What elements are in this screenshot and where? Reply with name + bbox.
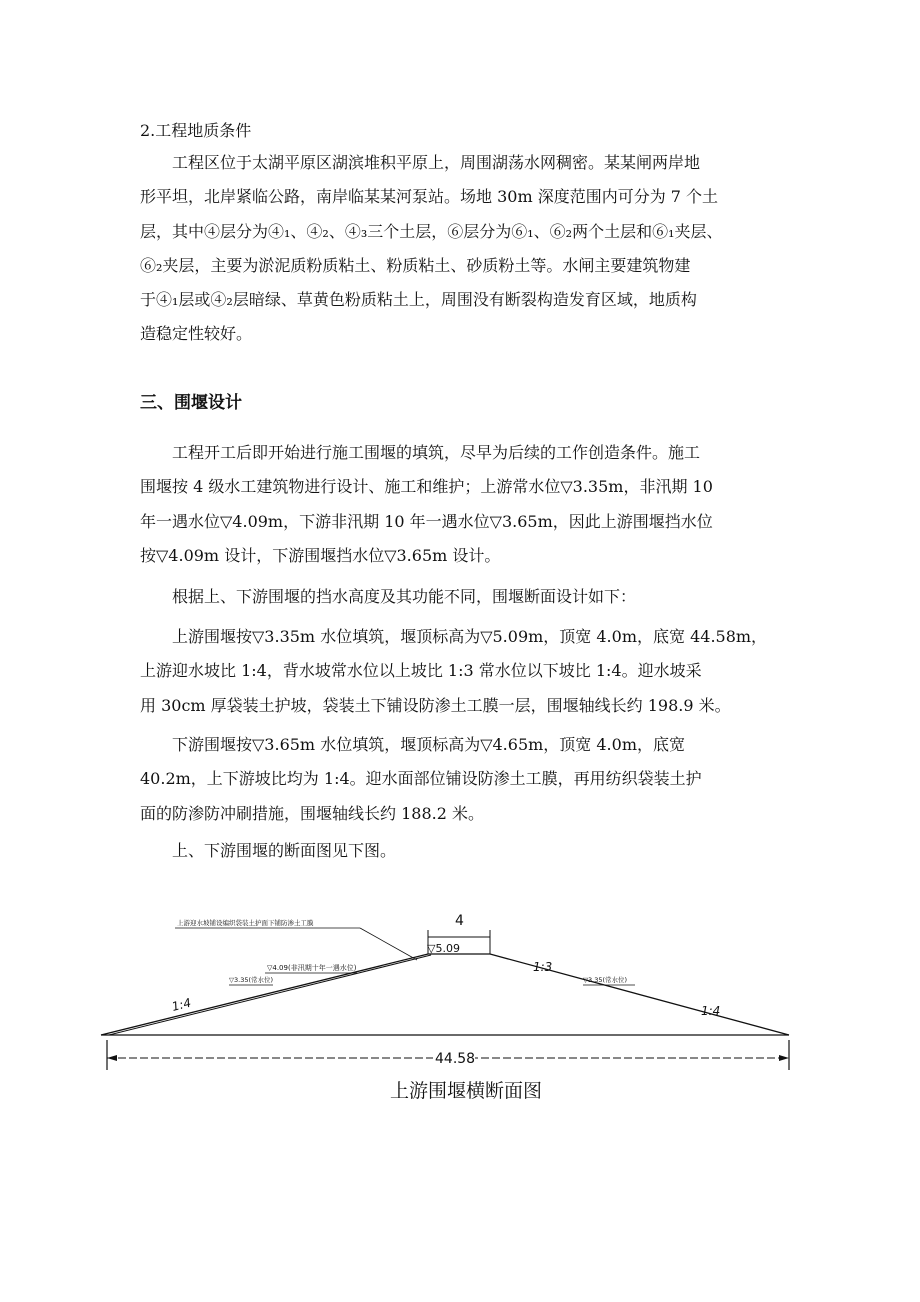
normal-level-right-label: ▽3.35(常水位)	[583, 976, 628, 984]
geology-line-6: 造稳定性较好。	[140, 324, 253, 344]
intro-line-2: 围堰按 4 级水工建筑物进行设计、施工和维护；上游常水位▽3.35m，非汛期 10	[140, 477, 713, 497]
geology-paragraph	[140, 146, 790, 352]
slope-left-label: 1:4	[170, 995, 193, 1014]
paragraph-figure-ref	[140, 834, 790, 868]
base-width-label: 44.58	[435, 1051, 476, 1067]
geology-heading: 2.工程地质条件	[140, 121, 252, 140]
base-dim-arrow-right	[779, 1055, 789, 1061]
upstream-line-3: 用 30cm 厚袋装土护坡，袋装土下铺设防渗土工膜一层，围堰轴线长约 198.9 米。	[140, 695, 731, 715]
slope-right-upper-label: 1:3	[533, 960, 553, 974]
geology-line-2: 形平坦，北岸紧临公路，南岸临某某河泵站。场地 30m 深度范围内可分为 7 个土	[140, 187, 719, 207]
upstream-line-1: 上游围堰按▽3.35m 水位填筑，堰顶标高为▽5.09m，顶宽 4.0m，底宽 44.58m，	[172, 627, 768, 646]
normal-level-left-label: ▽3.35(常水位)	[229, 976, 274, 984]
intro-line-4: 按▽4.09m 设计，下游围堰挡水位▽3.65m 设计。	[140, 545, 501, 565]
figure-ref-line: 上、下游围堰的断面图见下图。	[172, 841, 397, 860]
crest-elev-label: ▽5.09	[427, 942, 460, 955]
note-text: 上游迎水坡铺设编织袋装土护面下铺防渗土工膜	[177, 919, 314, 927]
upstream-line-2: 上游迎水坡比 1:4，背水坡常水位以上坡比 1:3 常水位以下坡比 1:4。迎水坡采	[140, 661, 702, 681]
geology-line-4: ⑥₂夹层，主要为淤泥质粉质粘土、粉质粘土、砂质粉土等。水闸主要建筑物建	[140, 255, 691, 275]
base-dim-arrow-left	[107, 1055, 117, 1061]
section-title: 三、围堰设计	[140, 393, 242, 413]
geology-line-3: 层，其中④层分为④₁、④₂、④₃三个土层，⑥层分为⑥₁、⑥₂两个土层和⑥₁夹层、	[140, 221, 723, 241]
downstream-line-1: 下游围堰按▽3.65m 水位填筑，堰顶标高为▽4.65m，顶宽 4.0m，底宽	[172, 735, 685, 754]
figure-caption: 上游围堰横断面图	[390, 1080, 543, 1102]
geology-line-5: 于④₁层或④₂层暗绿、草黄色粉质粘土上，周围没有断裂构造发育区域，地质构	[140, 290, 697, 310]
note-leader	[360, 928, 417, 960]
geology-line-1: 工程区位于太湖平原区湖滨堆积平原上，周围湖荡水网稠密。某某闸两岸地	[172, 153, 701, 172]
intro-line-1: 工程开工后即开始进行施工围堰的填筑，尽早为后续的工作创造条件。施工	[172, 443, 701, 462]
paragraph-design	[140, 580, 790, 614]
paragraph-downstream	[140, 728, 790, 831]
slope-right-lower-label: 1:4	[701, 1004, 721, 1018]
downstream-line-3: 面的防渗防冲刷措施，围堰轴线长约 188.2 米。	[140, 803, 484, 823]
intro-line-3: 年一遇水位▽4.09m，下游非汛期 10 年一遇水位▽3.65m，因此上游围堰挡水位	[140, 511, 713, 531]
downstream-line-2: 40.2m，上下游坡比均为 1:4。迎水面部位铺设防渗土工膜，再用纺织袋装土护	[140, 769, 702, 789]
design-line-1: 根据上、下游围堰的挡水高度及其功能不同，围堰断面设计如下：	[172, 587, 637, 606]
paragraph-intro	[140, 436, 790, 573]
dam-profile	[101, 954, 789, 1035]
top-width-label: 4	[455, 913, 464, 929]
flood-level-label: ▽4.09(非汛期十年一遇水位)	[267, 964, 357, 972]
paragraph-upstream	[140, 620, 790, 723]
